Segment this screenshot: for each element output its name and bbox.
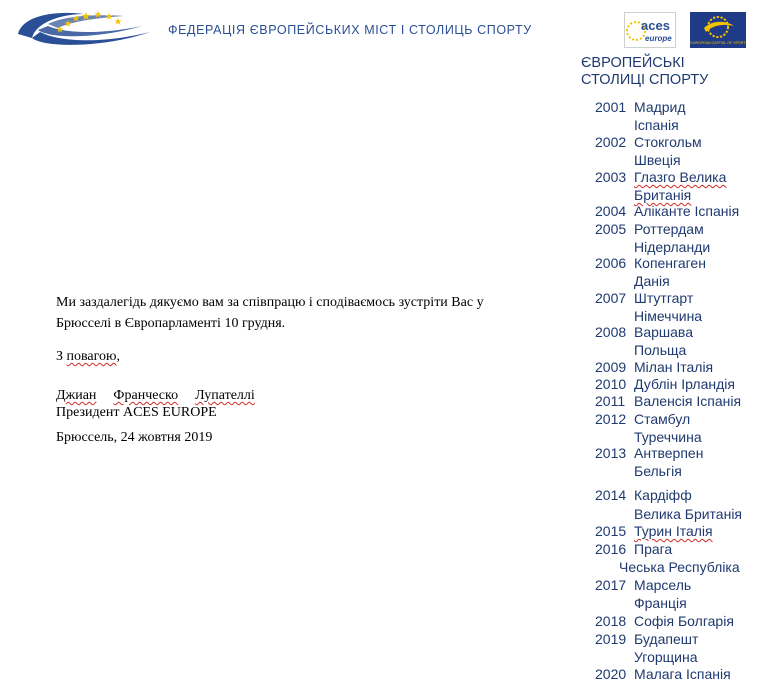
letter-closing: З повагою, <box>56 349 120 364</box>
signer-role: Президент ACES EUROPE <box>56 405 217 420</box>
svg-text:aces: aces <box>641 18 670 33</box>
misspelled-word: Турин Італія <box>634 523 713 539</box>
svg-text:europe: europe <box>645 34 672 43</box>
european-capital-of-sport-logo <box>690 12 746 48</box>
letter-paragraph-line: Брюсселі в Європарламенті 10 грудня. <box>56 316 286 331</box>
letter-paragraph-line: Ми заздалегідь дякуємо вам за співпрацю і сподіваємось зустріти Вас у <box>56 295 484 310</box>
letter-page: ФЕДЕРАЦІЯ ЄВРОПЕЙСЬКИХ МІСТ І СТОЛИЦЬ СПОРТУ aces europe EUROPEAN CAPITAL OF SPORT ЄВРОПЕЙСЬКІ СТОЛИЦІ СПОРТУ 2001 Мадрид Іспанія 2002 Стокгольм Швеція 2003 Глазго Велика Британія 2004 Аліканте Іспанія 2005 Роттердам Нідерланди 2006 Копенгаген Данія 2007 Штутгарт Німеччина 2008 Варшава Польща 2009 Мілан Італія 2010 Дублін Ірландія 2011 Валенсія Іспанія 2012 Стамбул Туреччина 2013 Антверпен Бельгія 2014 Кардіфф Велика Британія 2015 Турин Італія 2016 Прага Чеська Республіка 2017 Марсель Франція 2018 Софія Болгарія 2019 Будапешт Угорщина 2020 Малага Іспанія Ми заздалегідь дякуємо вам за співпрацю і сподіваємось зустріти Вас у Брюсселі в Європарламенті 10 грудня. З повагою, Джиан Франческо Лупателлі Президент ACES EUROPE Брюссель, 24 жовтня 2019 <box>0 0 770 682</box>
place-date: Брюссель, 24 жовтня 2019 <box>56 430 213 445</box>
svg-text:EUROPEAN CAPITAL OF SPORT: EUROPEAN CAPITAL OF SPORT <box>690 41 746 45</box>
federation-title: ФЕДЕРАЦІЯ ЄВРОПЕЙСЬКИХ МІСТ І СТОЛИЦЬ СПОРТУ <box>168 23 532 37</box>
signer-name: Джиан Франческо Лупателлі <box>56 388 255 403</box>
misspelled-word: повагою <box>66 349 117 364</box>
aces-europe-logo <box>624 12 676 48</box>
federation-logo <box>14 8 152 50</box>
capitals-heading: ЄВРОПЕЙСЬКІ СТОЛИЦІ СПОРТУ <box>581 55 709 88</box>
